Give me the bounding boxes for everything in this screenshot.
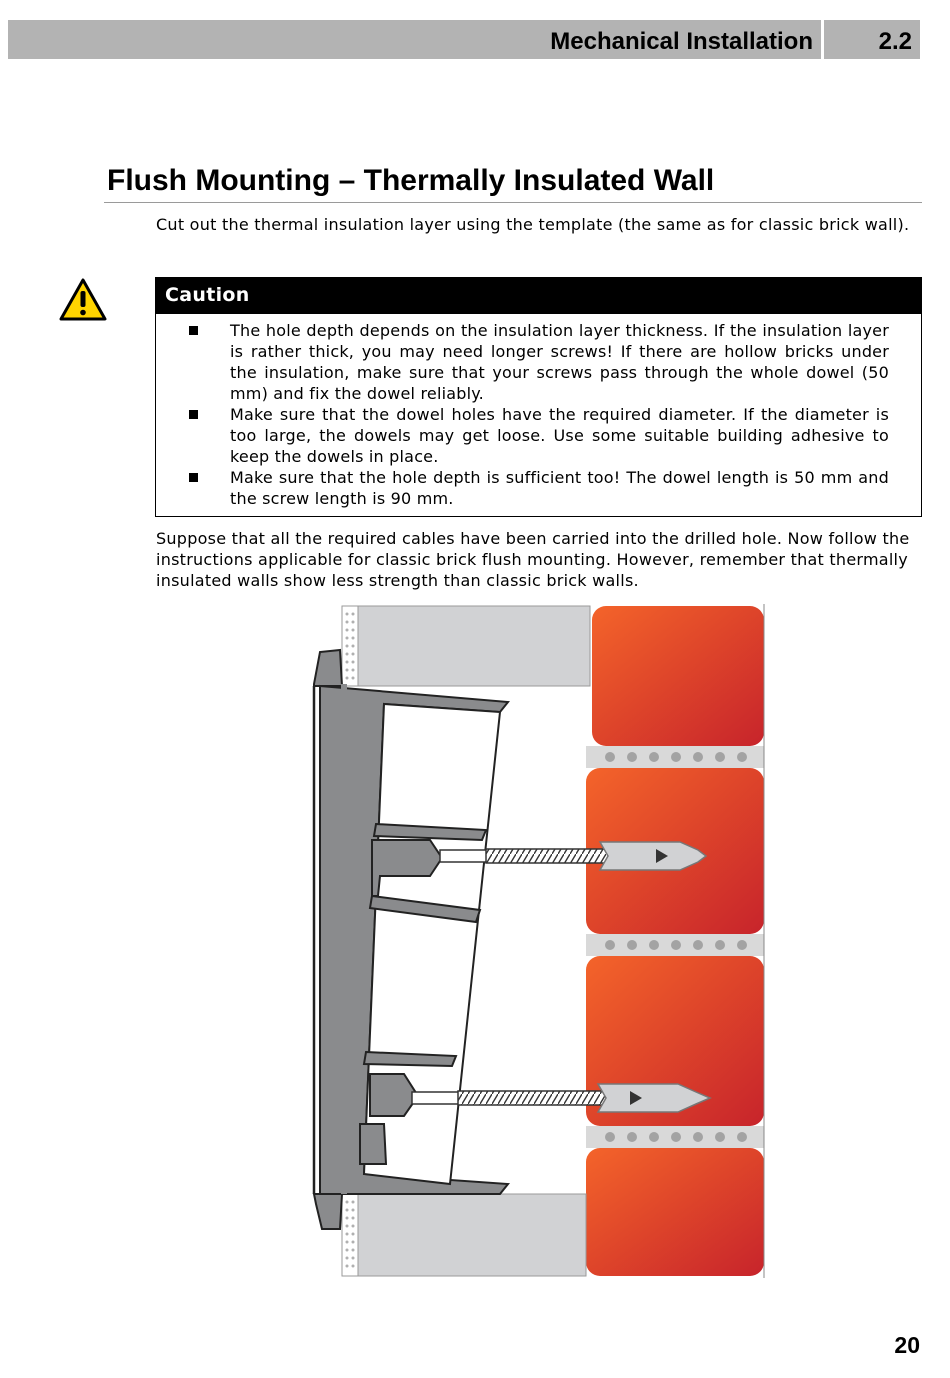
follow-paragraph: Suppose that all the required cables have been carried into the drilled hole. Now follow the instructions applicable for classic brick flush mounting. However, remember that thermally insulated walls show less strength than classic brick walls. bbox=[156, 529, 910, 590]
intro-paragraph: Cut out the thermal insulation layer using the template (the same as for classic brick wall). bbox=[156, 215, 910, 234]
caution-heading: Caution bbox=[156, 278, 921, 314]
dowel-upper bbox=[600, 842, 706, 870]
caution-item bbox=[156, 404, 921, 467]
caution-item bbox=[156, 320, 921, 404]
square-bullet-icon bbox=[189, 473, 198, 482]
square-bullet-icon bbox=[189, 410, 198, 419]
caution-item bbox=[156, 467, 921, 509]
square-bullet-icon bbox=[189, 326, 198, 335]
page-title: Flush Mounting – Thermally Insulated Wall bbox=[107, 164, 715, 197]
title-rule bbox=[104, 202, 922, 203]
caution-item-text: Make sure that the dowel holes have the required diameter. If the diameter is too large, the dowels may get loose. Use some suitable building adhesive to keep the dowels in place. bbox=[230, 405, 889, 466]
mounting-diagram bbox=[300, 604, 766, 1278]
caution-box bbox=[155, 277, 922, 517]
caution-item-text: The hole depth depends on the insulation layer thickness. If the insulation layer is rather thick, you may need longer screws! If there are hollow bricks under the insulation, make sure that your screws pass through the whole dowel (50 mm) and fix the dowel reliably. bbox=[230, 321, 889, 403]
caution-list bbox=[156, 314, 921, 509]
brick bbox=[586, 1148, 764, 1276]
brick-wall bbox=[586, 604, 764, 1278]
header-section-number: 2.2 bbox=[878, 28, 912, 55]
header-section-title: Mechanical Installation bbox=[550, 28, 813, 55]
warning-triangle-icon bbox=[59, 278, 107, 322]
caution-item-text: Make sure that the hole depth is sufficient too! The dowel length is 50 mm and the screw length is 90 mm. bbox=[230, 468, 889, 508]
page-number: 20 bbox=[894, 1332, 920, 1358]
mounting-box bbox=[314, 650, 508, 1229]
brick bbox=[592, 606, 764, 746]
